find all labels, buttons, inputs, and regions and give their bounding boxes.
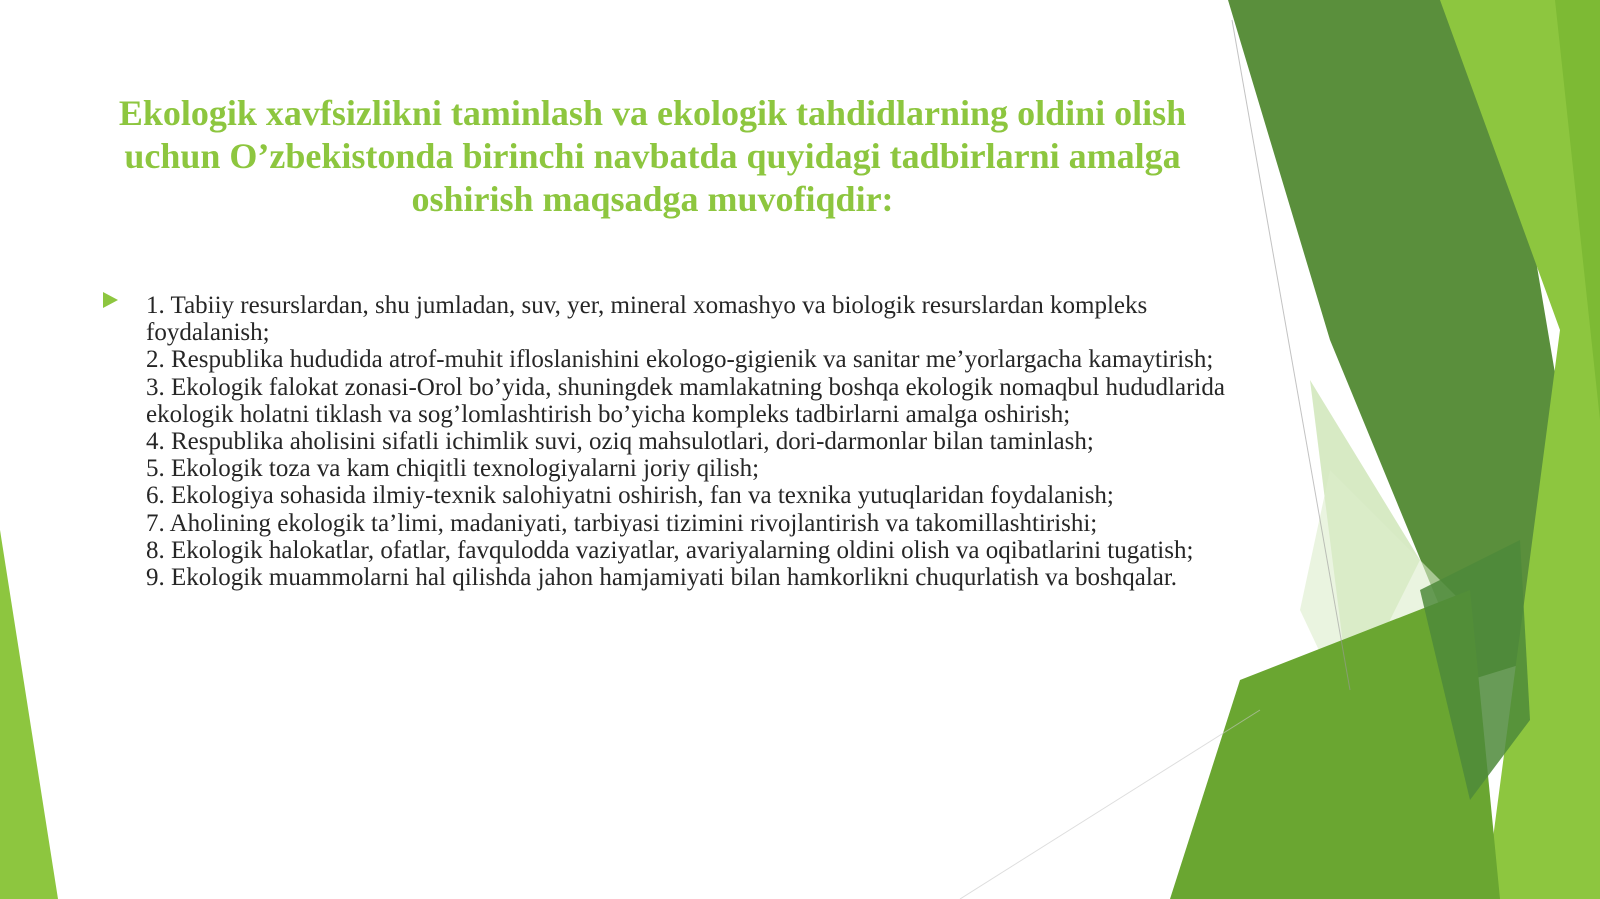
list-item: 8. Ekologik halokatlar, ofatlar, favqulodda vaziyatlar, avariyalarning oldini olish va oqibatlarini tugatish;	[146, 536, 1194, 564]
list-item: 1. Tabiiy resurslardan, shu jumladan, suv, yer, mineral xomashyo va biologik resurslardan kompleks foydalanish;	[146, 292, 1148, 347]
list-item: 4. Respublika aholisini sifatli ichimlik suvi, oziq mahsulotlari, dori-darmonlar bilan taminlash;	[146, 428, 1094, 456]
list-item: 9. Ekologik muammolarni hal qilishda jahon hamjamiyati bilan hamkorlikni chuqurlatish va boshqalar.	[146, 564, 1178, 592]
measures-list	[146, 292, 1226, 591]
list-item: 6. Ekologiya sohasida ilmiy-texnik salohiyatni oshirish, fan va texnika yutuqlaridan foydalanish;	[146, 482, 1114, 510]
list-item: 7. Aholining ekologik ta’limi, madaniyati, tarbiyasi tizimini rivojlantirish va takomillashtirishi;	[146, 509, 1098, 537]
slide-title: Ekologik xavfsizlikni taminlash va ekologik tahdidlarning oldini olish uchun O’zbekistonda birinchi navbatda quyidagi tadbirlarni amalga oshirish maqsadga muvofiqdir:	[118, 93, 1187, 219]
triangle-bullet-icon	[103, 292, 118, 308]
list-item: 5. Ekologik toza va kam chiqitli texnologiyalarni joriy qilish;	[146, 455, 760, 483]
list-item: 2. Respublika hududida atrof-muhit ifloslanishini ekologo-gigienik va sanitar me’yorlargacha kamaytirish;	[146, 346, 1214, 374]
list-item: 3. Ekologik falokat zonasi-Orol bo’yida, shuningdek mamlakatning boshqa ekologik nomaqbul hududlarida ekologik holatni tiklash va sog’lomlashtirish bo’yicha kompleks tadbirlarni amalga oshirish;	[146, 373, 1225, 428]
left-green-triangle	[0, 530, 58, 899]
